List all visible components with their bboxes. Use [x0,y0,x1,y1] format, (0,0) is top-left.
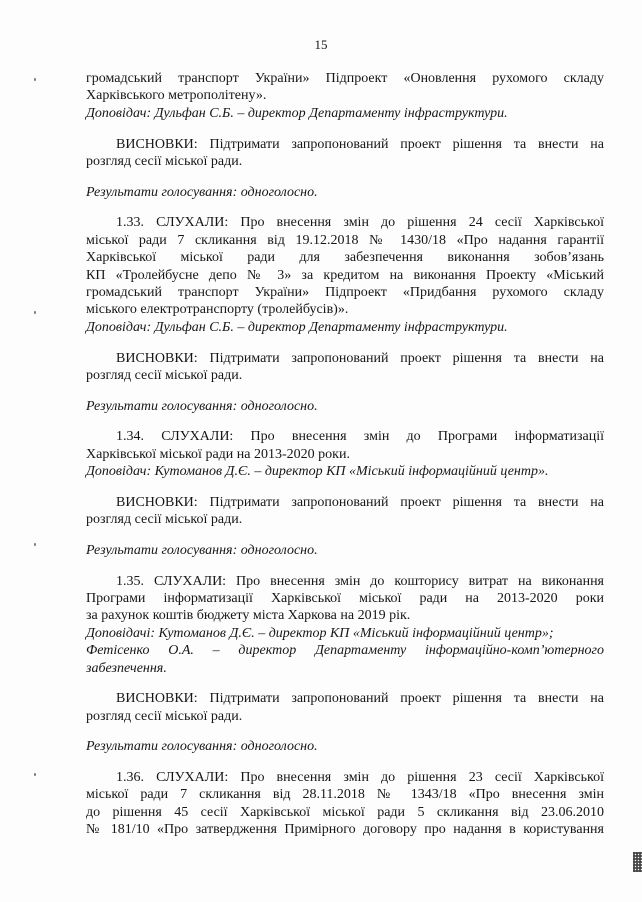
item-1-36-line: 1.36. СЛУХАЛИ: Про внесення змін до рішення 23 сесії Харківської [116,770,604,785]
item-1-33-line: КП «Тролейбусне депо № 3» за кредитом на виконання Проекту «Міський [86,268,604,283]
item-1-36-line: до рішення 45 сесії Харківської міської ради 5 скликання від 23.06.2010 [86,805,604,820]
item-1-33-line: міського електротранспорту (тролейбусів)». [86,302,349,317]
scan-mark [34,311,36,314]
item-1-33-line: громадський транспорт України» Підпроект «Придбання рухомого складу [86,285,604,300]
item-1-33-line: Харківської міської ради для забезпечення виконання зобов’язань [86,250,604,265]
item-1-34-conclusion: ВИСНОВКИ: Підтримати запропонований проект рішення та внести на [116,495,604,510]
prev-item-conclusion: розгляд сесії міської ради. [86,154,243,169]
item-1-34-result: Результати голосування: одноголосно. [86,543,318,558]
item-1-35-line: Програми інформатизації Харківської міської ради на 2013-2020 роки [86,591,604,606]
item-1-33-result: Результати голосування: одноголосно. [86,399,318,414]
prev-item-result: Результати голосування: одноголосно. [86,185,318,200]
item-1-33-reporter: Доповідач: Дульфан С.Б. – директор Департаменту інфраструктури. [86,320,508,335]
prev-item-reporter: Доповідач: Дульфан С.Б. – директор Департаменту інфраструктури. [86,106,508,121]
item-1-34-conclusion: розгляд сесії міської ради. [86,512,243,527]
item-1-35-reporter: забезпечення. [86,661,167,676]
barcode-strip [633,852,642,872]
prev-item-conclusion: ВИСНОВКИ: Підтримати запропонований проект рішення та внести на [116,137,604,152]
item-1-34-line: 1.34. СЛУХАЛИ: Про внесення змін до Програми інформатизації [116,429,604,444]
item-1-33-conclusion: розгляд сесії міської ради. [86,368,243,383]
item-1-34-line: Харківської міської ради на 2013-2020 роки. [86,447,350,462]
item-1-33-conclusion: ВИСНОВКИ: Підтримати запропонований проект рішення та внести на [116,351,604,366]
page-number: 15 [314,37,328,52]
prev-item-line: громадський транспорт України» Підпроект «Оновлення рухомого складу [86,71,604,86]
item-1-35-reporter: Доповідачі: Кутоманов Д.Є. – директор КП «Міський інформаційний центр»; [86,626,554,641]
item-1-35-line: 1.35. СЛУХАЛИ: Про внесення змін до кошторису витрат на виконання [116,574,604,589]
item-1-33-line: 1.33. СЛУХАЛИ: Про внесення змін до рішення 24 сесії Харківської [116,215,604,230]
scan-mark [34,78,36,81]
item-1-35-reporter: Фетісенко О.А. – директор Департаменту інформаційно-комп’ютерного [86,643,604,658]
item-1-35-result: Результати голосування: одноголосно. [86,739,318,754]
item-1-35-line: за рахунок коштів бюджету міста Харкова на 2019 рік. [86,608,411,623]
item-1-36-line: міської ради 7 скликання від 28.11.2018 № 1343/18 «Про внесення змін [86,787,604,802]
prev-item-line: Харківського метрополітену». [86,88,267,103]
item-1-33-line: міської ради 7 скликання від 19.12.2018 № 1430/18 «Про надання гарантії [86,233,604,248]
item-1-35-conclusion: ВИСНОВКИ: Підтримати запропонований проект рішення та внести на [116,691,604,706]
scan-mark [34,543,36,546]
item-1-36-line: № 181/10 «Про затвердження Примірного договору про надання в користування [86,822,604,837]
item-1-34-reporter: Доповідач: Кутоманов Д.Є. – директор КП «Міський інформаційний центр». [86,464,549,479]
scan-mark [34,773,36,776]
item-1-35-conclusion: розгляд сесії міської ради. [86,709,243,724]
